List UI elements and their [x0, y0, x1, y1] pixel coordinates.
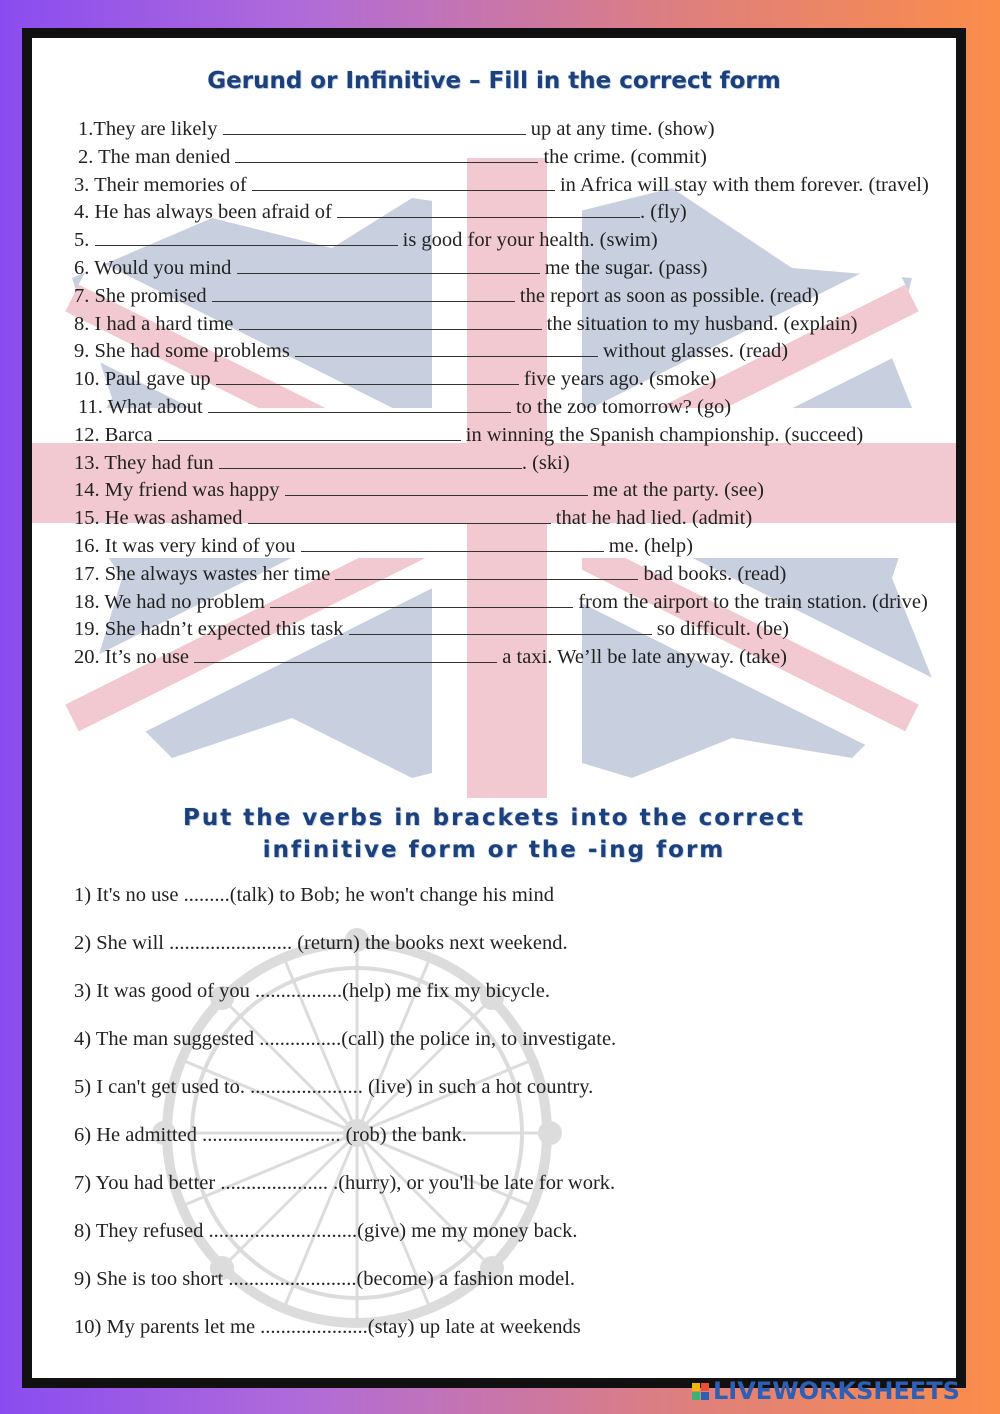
exercise1-item: 19. She hadn’t expected this task so difficult. (be): [74, 618, 790, 641]
exercise1-item: 5. is good for your health. (swim): [74, 229, 658, 252]
exercise1-item: 3. Their memories of in Africa will stay with them forever. (travel): [74, 173, 929, 196]
answer-blank[interactable]: [248, 506, 551, 524]
exercise2-item[interactable]: 7) You had better ..................... .(hurry), or you'll be late for work.: [74, 1172, 616, 1194]
exercise1-item: 11. What about to the zoo tomorrow? (go): [78, 395, 732, 418]
answer-blank[interactable]: [216, 367, 519, 385]
answer-blank[interactable]: [270, 590, 573, 608]
answer-blank[interactable]: [349, 617, 652, 635]
exercise1-item: 6. Would you mind me the sugar. (pass): [74, 256, 708, 279]
exercise1-item: 7. She promised the report as soon as possible. (read): [74, 284, 819, 307]
exercise2-item[interactable]: 2) She will ........................ (return) the books next weekend.: [74, 932, 568, 954]
exercise2-title-line1: Put the verbs in brackets into the correct: [183, 805, 805, 831]
exercise1-item: 10. Paul gave up five years ago. (smoke): [74, 368, 717, 391]
exercise1-item: 16. It was very kind of you me. (help): [74, 534, 693, 557]
exercise1-item: 14. My friend was happy me at the party. (see): [74, 479, 764, 502]
exercise1-item: 13. They had fun . (ski): [74, 451, 570, 474]
exercise2-list: [74, 881, 932, 1361]
answer-blank[interactable]: [95, 228, 398, 246]
exercise2-item[interactable]: 3) It was good of you .................(help) me fix my bicycle.: [74, 980, 550, 1002]
answer-blank[interactable]: [208, 395, 511, 413]
exercise2-item[interactable]: 6) He admitted ........................... (rob) the bank.: [74, 1124, 467, 1146]
exercise1-item: 20. It’s no use a taxi. We’ll be late anyway. (take): [74, 646, 787, 669]
exercise2-item[interactable]: 5) I can't get used to. ...................... (live) in such a hot country.: [74, 1076, 594, 1098]
exercise2-title-line2: infinitive form or the -ing form: [262, 837, 726, 863]
exercise1-item: 15. He was ashamed that he had lied. (admit): [74, 507, 753, 530]
exercise2-item[interactable]: 8) They refused .............................(give) me my money back.: [74, 1220, 578, 1242]
exercise1-item: 18. We had no problem from the airport to the train station. (drive): [74, 590, 928, 613]
answer-blank[interactable]: [158, 423, 461, 441]
liveworksheets-logo: [692, 1376, 960, 1406]
exercise1-item: 8. I had a hard time the situation to my husband. (explain): [74, 312, 858, 335]
answer-blank[interactable]: [252, 173, 555, 191]
answer-blank[interactable]: [337, 200, 640, 218]
answer-blank[interactable]: [235, 145, 538, 163]
exercise2-title: [32, 802, 956, 866]
exercise1-item: 4. He has always been afraid of . (fly): [74, 201, 687, 224]
exercise1-title: Gerund or Infinitive – Fill in the correct form: [207, 68, 781, 94]
answer-blank[interactable]: [295, 339, 598, 357]
answer-blank[interactable]: [219, 451, 522, 469]
answer-blank[interactable]: [301, 534, 604, 552]
exercise2-item[interactable]: 9) She is too short .........................(become) a fashion model.: [74, 1268, 576, 1290]
logo-text: LIVEWORKSHEETS: [713, 1377, 960, 1405]
answer-blank[interactable]: [239, 312, 542, 330]
exercise1-item: 17. She always wastes her time bad books. (read): [74, 562, 787, 585]
exercise2-item[interactable]: 10) My parents let me .....................(stay) up late at weekends: [74, 1316, 581, 1338]
exercise1-item: 9. She had some problems without glasses. (read): [74, 340, 789, 363]
exercise1-item: 12. Barca in winning the Spanish championship. (succeed): [74, 423, 864, 446]
logo-cube-icon: [692, 1383, 709, 1400]
answer-blank[interactable]: [223, 117, 526, 135]
exercise1-item: 2. The man denied the crime. (commit): [78, 145, 707, 168]
answer-blank[interactable]: [335, 562, 638, 580]
exercise1-list: [74, 116, 932, 672]
answer-blank[interactable]: [212, 284, 515, 302]
answer-blank[interactable]: [194, 645, 497, 663]
exercise2-item[interactable]: 1) It's no use .........(talk) to Bob; he won't change his mind: [74, 884, 554, 906]
answer-blank[interactable]: [285, 478, 588, 496]
exercise2-item[interactable]: 4) The man suggested ................(call) the police in, to investigate.: [74, 1028, 617, 1050]
exercise1-item: 1.They are likely up at any time. (show): [78, 118, 715, 140]
worksheet: [32, 38, 956, 1378]
answer-blank[interactable]: [237, 256, 540, 274]
